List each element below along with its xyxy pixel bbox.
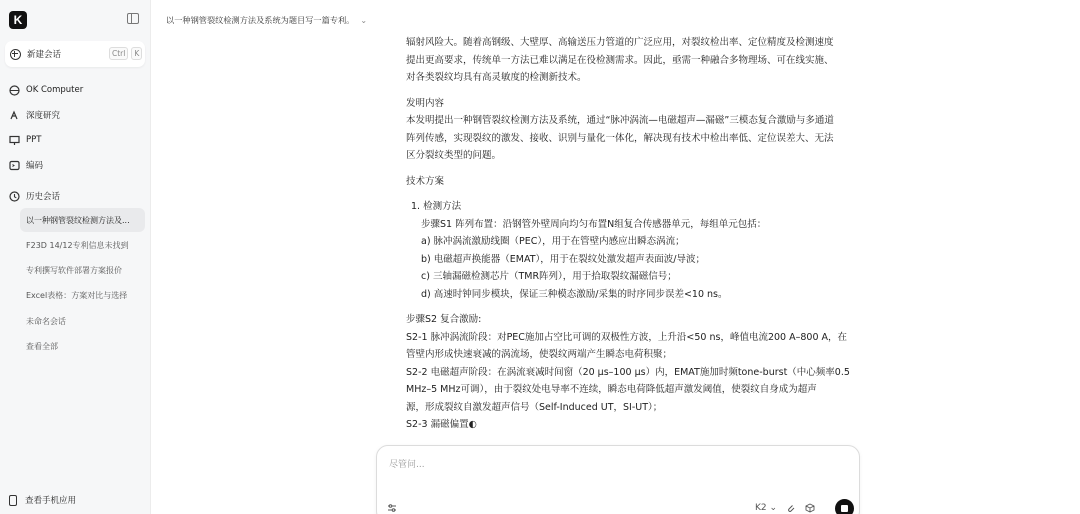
- paragraph-line: 阵列传感，实现裂纹的激发、接收、识别与量化一体化，解决现有技术中检出率低、定位误差大、无法: [406, 132, 834, 144]
- list-item: c) 三轴漏磁检测芯片（TMR阵列），用于拾取裂纹漏磁信号；: [421, 271, 677, 282]
- attachment-icon[interactable]: [786, 503, 796, 514]
- sidebar: [0, 0, 151, 514]
- sidebar-item-history[interactable]: [9, 189, 60, 203]
- mobile-app-label: 查看手机应用: [25, 496, 77, 506]
- section-heading: 技术方案: [406, 175, 445, 187]
- paragraph-line: 本发明提出一种钢管裂纹检测方法及系统，通过“脉冲涡流—电磁超声—漏磁”三模态复合激励与多通道: [406, 115, 834, 126]
- sidebar-item-ok-computer[interactable]: [9, 83, 83, 97]
- list-item: 步骤S1 阵列布置：沿钢管外壁周向均匀布置N组复合传感器单元，每组单元包括：: [421, 218, 767, 230]
- shortcut-key-ctrl: Ctrl: [109, 47, 128, 60]
- cube-icon[interactable]: [805, 503, 815, 514]
- chat-input-box[interactable]: [376, 445, 860, 514]
- paragraph-line: S2-3 漏磁偏置◐: [406, 419, 477, 430]
- chat-input-placeholder[interactable]: 尽管问...: [389, 460, 425, 470]
- globe-icon: [9, 85, 20, 96]
- step-heading: 步骤S2 复合激励:: [406, 314, 482, 325]
- shortcut-key-k: K: [131, 47, 142, 60]
- conversation-title[interactable]: [166, 15, 367, 26]
- model-name: K2: [755, 503, 767, 513]
- shortcut-hint: [109, 47, 142, 60]
- sidebar-item-label: 深度研究: [26, 111, 61, 121]
- conversation-title-text: 以一种钢管裂纹检测方法及系统为题目写一篇专利。: [166, 15, 355, 25]
- app-logo[interactable]: K: [9, 11, 27, 29]
- chevron-down-icon: ⌄: [769, 503, 778, 513]
- history-item[interactable]: 以一种钢管裂纹检测方法及...: [26, 216, 130, 225]
- sidebar-item-label: 历史会话: [26, 192, 61, 202]
- paragraph-line: 辐射风险大。随着高钢级、大壁厚、高输送压力管道的广泛应用，对裂纹检出率、定位精度及检测速度: [406, 37, 834, 48]
- paragraph-line: 对各类裂纹均具有高灵敏度的检测新技术。: [406, 72, 587, 83]
- sidebar-item-code[interactable]: [9, 158, 43, 172]
- sidebar-item-label: 编码: [26, 161, 44, 171]
- new-chat-label: 新建会话: [27, 50, 62, 60]
- new-chat-button[interactable]: [5, 41, 145, 67]
- sidebar-item-label: OK Computer: [26, 85, 84, 95]
- paragraph-line: 管壁内形成快速衰减的涡流场，使裂纹两端产生瞬态电荷积聚；: [406, 349, 673, 360]
- history-item[interactable]: 专利撰写软件部署方案报价: [26, 266, 122, 275]
- sidebar-item-ppt[interactable]: [9, 133, 41, 147]
- sidebar-toggle-icon[interactable]: [127, 13, 139, 24]
- settings-sliders-icon[interactable]: [387, 503, 397, 514]
- list-item: d) 高速时钟同步模块，保证三种模态激励/采集的时序同步误差<10 ns。: [421, 288, 728, 300]
- history-item[interactable]: Excel表格：方案对比与选择: [26, 291, 128, 300]
- ppt-icon: [9, 135, 20, 146]
- sidebar-item-label: PPT: [26, 135, 42, 145]
- clock-icon: [9, 191, 20, 202]
- list-item: b) 电磁超声换能器（EMAT），用于在裂纹处激发超声表面波/导波；: [421, 253, 705, 265]
- section-heading: 发明内容: [406, 97, 445, 109]
- paragraph-line: S2-1 脉冲涡流阶段：对PEC施加占空比可调的双极性方波，上升沿<50 ns，峰值电流200 A–800 A，在: [406, 331, 848, 343]
- phone-icon: [9, 495, 17, 506]
- model-selector[interactable]: [755, 503, 777, 513]
- code-icon: [9, 160, 20, 171]
- stop-button[interactable]: [835, 499, 854, 514]
- mobile-app-link[interactable]: [9, 494, 76, 506]
- paragraph-line: 提出更高要求，传统单一方法已难以满足在役检测需求。因此，亟需一种融合多物理场、可在线实施、: [406, 54, 834, 66]
- research-icon: [9, 110, 20, 121]
- history-item[interactable]: 未命名会话: [26, 317, 66, 326]
- plus-circle-icon: [10, 49, 21, 60]
- paragraph-line: 区分裂纹类型的问题。: [406, 150, 502, 161]
- view-all-link[interactable]: 查看全部: [26, 342, 58, 351]
- sidebar-item-deep-research[interactable]: [9, 108, 60, 122]
- list-item: a) 脉冲涡流激励线圈（PEC），用于在管壁内感应出瞬态涡流；: [421, 236, 685, 247]
- paragraph-line: MHz–5 MHz可调），由于裂纹处电导率不连续，瞬态电荷降低超声激发阈值，使裂纹自身成为超声: [406, 384, 817, 395]
- list-heading: 1. 检测方法: [411, 201, 462, 212]
- paragraph-line: 源，形成裂纹自激发超声信号（Self-Induced UT，SI-UT）；: [406, 401, 663, 413]
- history-item[interactable]: F23D 14/12专利信息未找到: [26, 241, 129, 250]
- message-content: [406, 34, 862, 434]
- paragraph-line: S2-2 电磁超声阶段：在涡流衰减时间窗（20 μs–100 μs）内，EMAT施加时频tone-burst（中心频率0.5: [406, 366, 850, 378]
- chevron-down-icon: ⌄: [360, 16, 368, 25]
